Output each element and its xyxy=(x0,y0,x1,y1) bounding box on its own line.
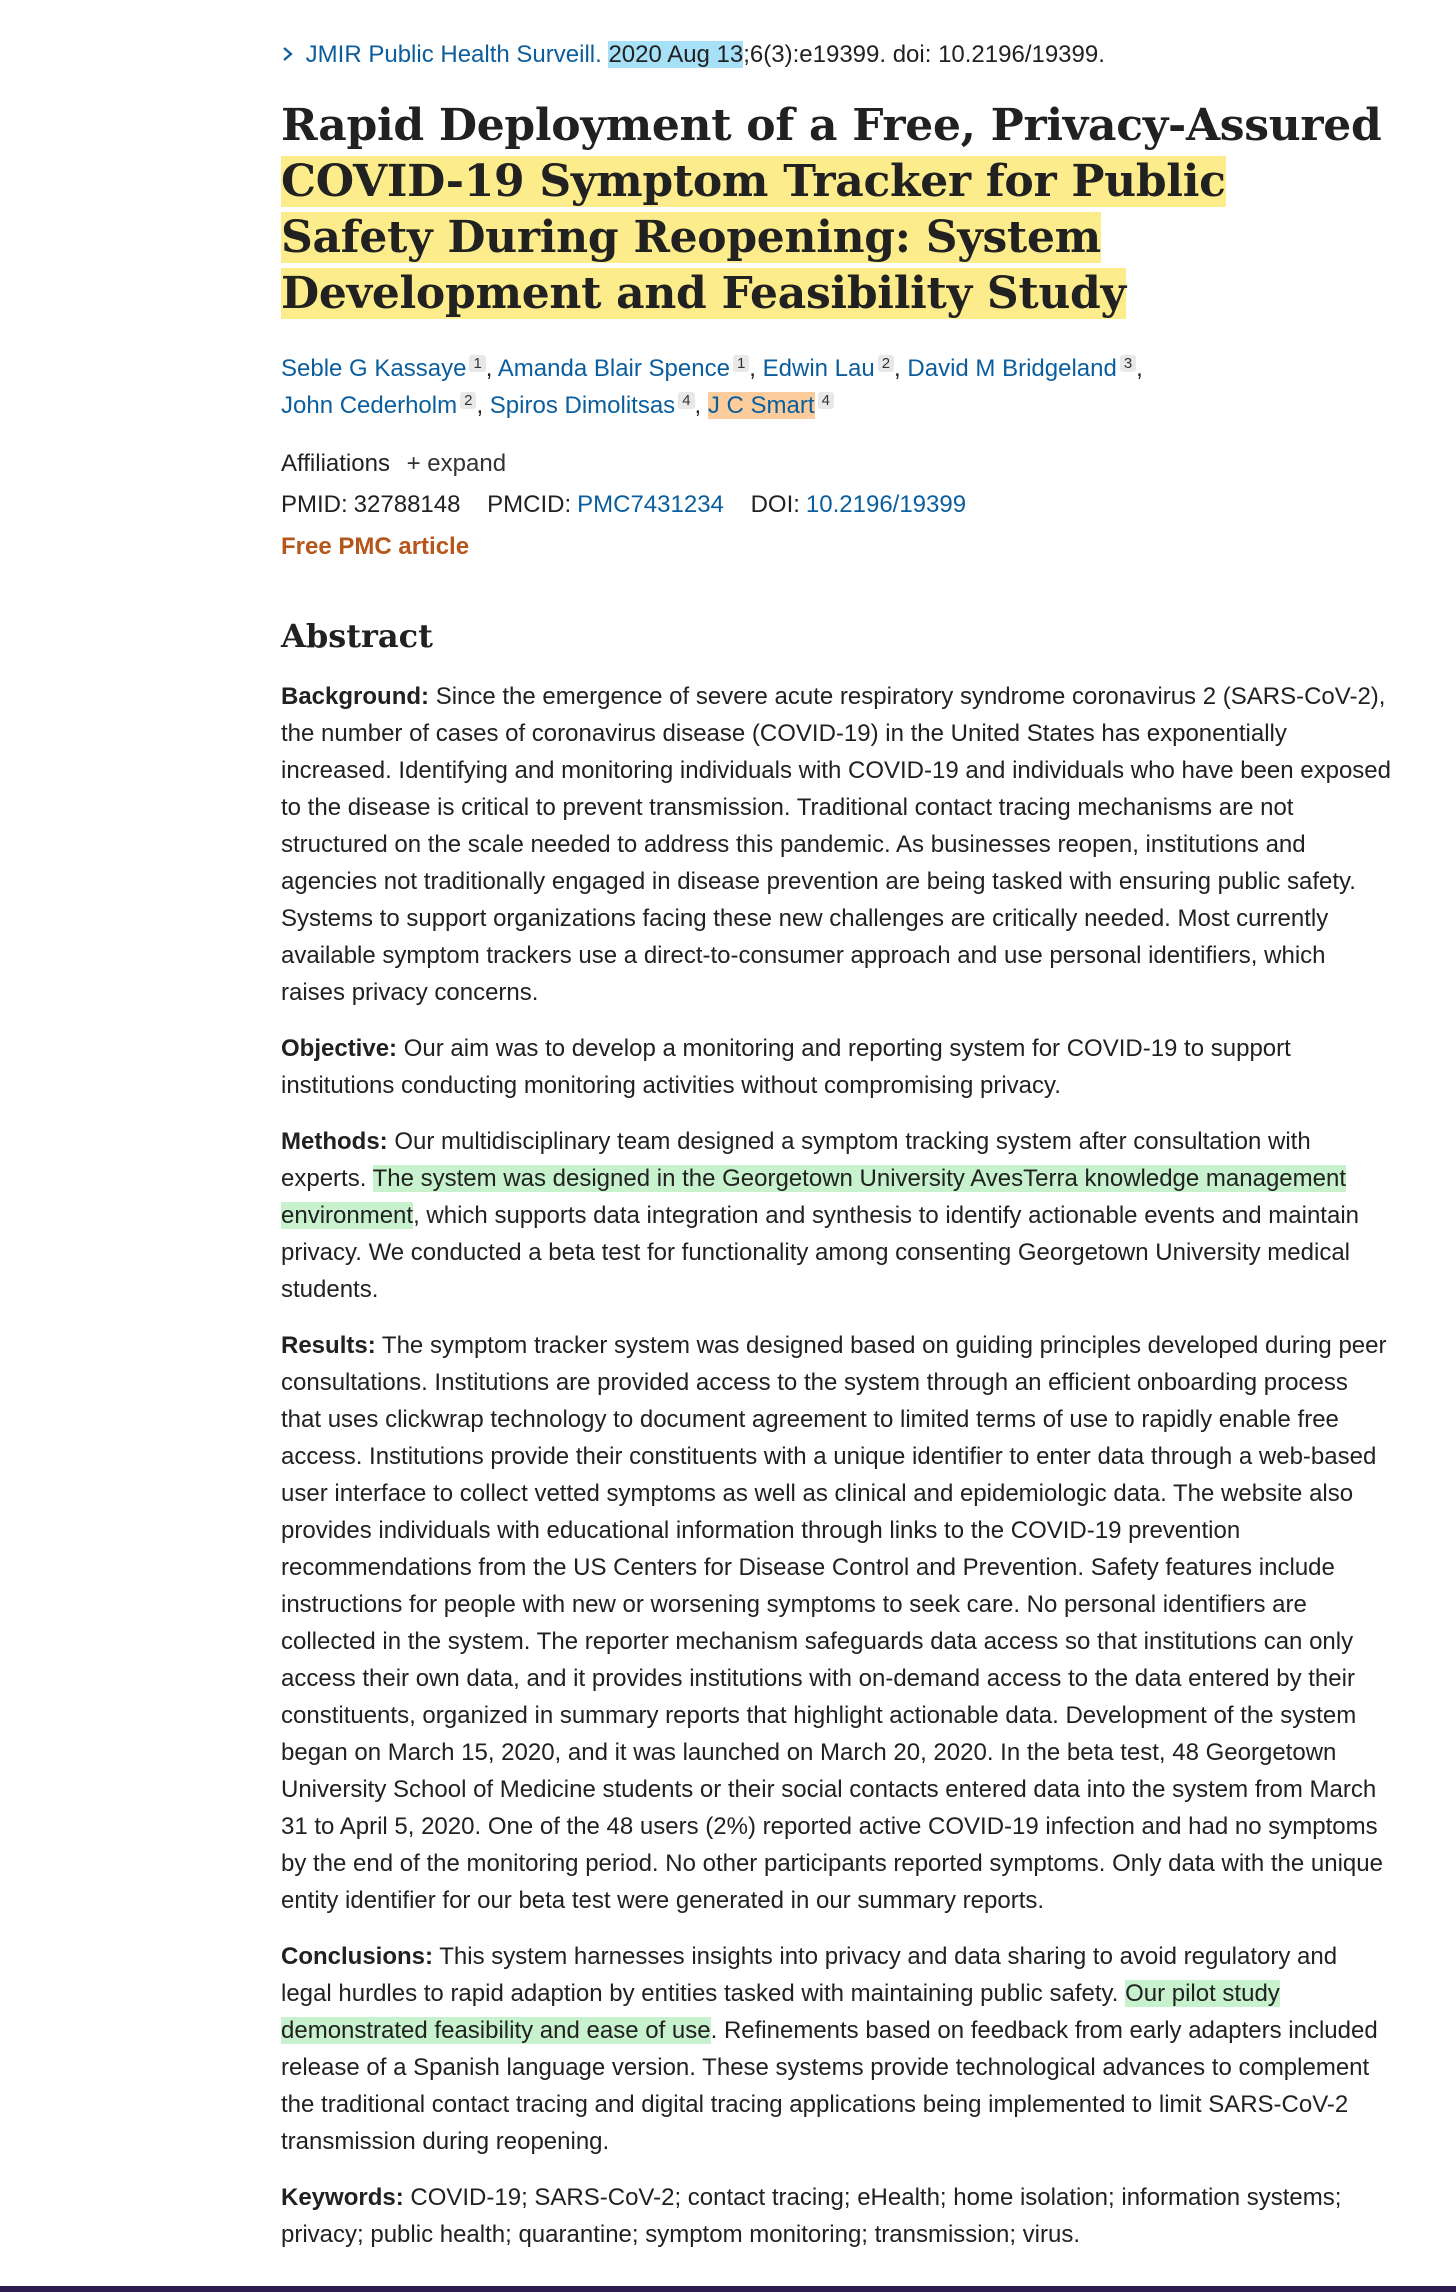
pmcid-label: PMCID: xyxy=(487,491,572,518)
identifier-line xyxy=(281,488,966,522)
pmid-label: PMID: xyxy=(281,491,348,518)
doi-link[interactable]: 10.2196/19399 xyxy=(805,491,967,518)
affiliation-marker[interactable]: 4 xyxy=(678,392,694,409)
author-link[interactable]: Amanda Blair Spence xyxy=(497,355,730,382)
author-link[interactable]: Seble G Kassaye xyxy=(281,355,467,382)
section-label: Keywords: xyxy=(281,2184,404,2211)
section-text: , which supports data integration and synthesis to identify actionable events and maintain privacy. We conducted a beta test for functionality among consenting Georgetown University medical students. xyxy=(281,1202,1359,1303)
section-label: Conclusions: xyxy=(281,1943,434,1970)
author-link[interactable]: John Cederholm xyxy=(281,392,458,419)
affiliation-marker[interactable]: 2 xyxy=(460,392,476,409)
free-pmc-article-badge[interactable]: Free PMC article xyxy=(281,533,470,560)
abstract-body xyxy=(281,678,1391,2272)
section-label: Objective: xyxy=(281,1035,398,1062)
affiliation-marker[interactable]: 2 xyxy=(878,355,894,372)
author-link[interactable]: Edwin Lau xyxy=(762,355,875,382)
affiliation-marker[interactable]: 4 xyxy=(818,392,834,409)
author-link[interactable]: David M Bridgeland xyxy=(907,355,1117,382)
abstract-heading: Abstract xyxy=(281,617,433,655)
title-part-1: Rapid Deployment of a Free, Privacy-Assured xyxy=(281,100,1382,151)
section-label: Background: xyxy=(281,683,430,710)
section-text: This system harnesses insights into privacy and data sharing to avoid regulatory and legal hurdles to rapid adaption by entities tasked with maintaining public safety. xyxy=(281,1943,1338,2007)
section-label: Results: xyxy=(281,1332,376,1359)
section-label: Methods: xyxy=(281,1128,388,1155)
journal-link[interactable]: JMIR Public Health Surveill. xyxy=(305,41,602,68)
bottom-edge-bar xyxy=(0,2286,1456,2292)
doi-group xyxy=(751,491,967,518)
keywords-text: COVID-19; SARS-CoV-2; contact tracing; eHealth; home isolation; information systems; privacy; public health; quarantine; symptom monitoring; transmission; virus. xyxy=(281,2184,1342,2248)
abstract-objective xyxy=(281,1030,1391,1104)
pmcid-group xyxy=(487,491,730,518)
chevron-right-icon[interactable] xyxy=(281,38,299,72)
title-part-2-highlighted: COVID-19 Symptom Tracker for Public Safety During Reopening: System Development and Feasibility Study xyxy=(281,156,1226,319)
affiliation-marker[interactable]: 1 xyxy=(733,355,749,372)
abstract-results xyxy=(281,1327,1391,1919)
affiliations-toggle[interactable] xyxy=(281,447,506,481)
citation-line xyxy=(281,38,1105,72)
abstract-background xyxy=(281,678,1391,1011)
affiliation-marker[interactable]: 3 xyxy=(1120,355,1136,372)
pmid-value: 32788148 xyxy=(353,491,461,518)
section-text: The symptom tracker system was designed based on guiding principles developed during peer consultations. Institutions are provided access to the system through an efficient onboarding process that uses clickwrap technology to document agreement to limited terms of use to rapidly enable free access. Institutions provide their constituents with a unique identifier to enter data through a web-based user interface to collect vetted symptoms as well as clinical and epidemiologic data. The website also provides individuals with educational information through links to the COVID-19 prevention recommendations from the US Centers for Disease Control and Prevention. Safety features include instructions for people with new or worsening symptoms to seek care. No personal identifiers are collected in the system. The reporter mechanism safeguards data access so that institutions can only access their own data, and it provides institutions with on-demand access to the data entered by their constituents, organized in summary reports that highlight actionable data. Development of the system began on March 15, 2020, and it was launched on March 20, 2020. In the beta test, 48 Georgetown University School of Medicine students or their social contacts entered data into the system from March 31 to April 5, 2020. One of the 48 users (2%) reported active COVID-19 infection and had no symptoms by the end of the monitoring period. No other participants reported symptoms. Only data with the unique entity identifier for our beta test were generated in our summary reports. xyxy=(281,1332,1387,1914)
section-text: Since the emergence of severe acute respiratory syndrome coronavirus 2 (SARS-CoV-2), the number of cases of coronavirus disease (COVID-19) in the United States has exponentially increased. Identifying and monitoring individuals with COVID-19 and individuals who have been exposed to the disease is critical to prevent transmission. Traditional contact tracing mechanisms are not structured on the scale needed to address this pandemic. As businesses reopen, institutions and agencies not traditionally engaged in disease prevention are being tasked with ensuring public safety. Systems to support organizations facing these new challenges are critically needed. Most currently available symptom trackers use a direct-to-consumer approach and use personal identifiers, which raises privacy concerns. xyxy=(281,683,1391,1006)
highlighted-text: The system was designed in the Georgetown University AvesTerra knowledge management environment xyxy=(281,1165,1347,1229)
author-list: Seble G Kassaye $^1$ , Amanda Blair Spence $^1$ , Edwin Lau $^2$ , David M Bridgeland $^3$ , John Cederholm $^2$ , Spiros Dimolitsas $^4$ , J C Smart $^4$ xyxy=(281,355,1143,419)
doi-label: DOI: xyxy=(750,491,800,518)
author-link-highlighted[interactable]: J C Smart xyxy=(707,392,815,419)
pmcid-link[interactable]: PMC7431234 xyxy=(577,491,724,518)
author-link[interactable]: Spiros Dimolitsas xyxy=(489,392,676,419)
citation-details: ;6(3):e19399. doi: 10.2196/19399. xyxy=(743,41,1105,68)
section-text: Our multidisciplinary team designed a symptom tracking system after consultation with experts. xyxy=(281,1128,1311,1192)
article-title xyxy=(281,98,1391,322)
affiliations-label: Affiliations xyxy=(281,450,390,477)
abstract-conclusions xyxy=(281,1938,1391,2160)
abstract-methods xyxy=(281,1123,1391,1308)
section-text: Our aim was to develop a monitoring and reporting system for COVID-19 to support institutions conducting monitoring activities without compromising privacy. xyxy=(281,1035,1291,1099)
affiliation-marker[interactable]: 1 xyxy=(469,355,485,372)
highlighted-text: Our pilot study demonstrated feasibility and ease of use xyxy=(281,1980,1280,2044)
section-text: . Refinements based on feedback from early adapters included release of a Spanish language version. These systems provide technological advances to complement the traditional contact tracing and digital tracing applications being implemented to limit SARS-CoV-2 transmission during reopening. xyxy=(281,2017,1378,2155)
abstract-keywords xyxy=(281,2179,1391,2253)
publication-date: 2020 Aug 13 xyxy=(608,41,744,68)
pmid-group xyxy=(281,491,467,518)
expand-button[interactable]: + expand xyxy=(406,450,507,477)
